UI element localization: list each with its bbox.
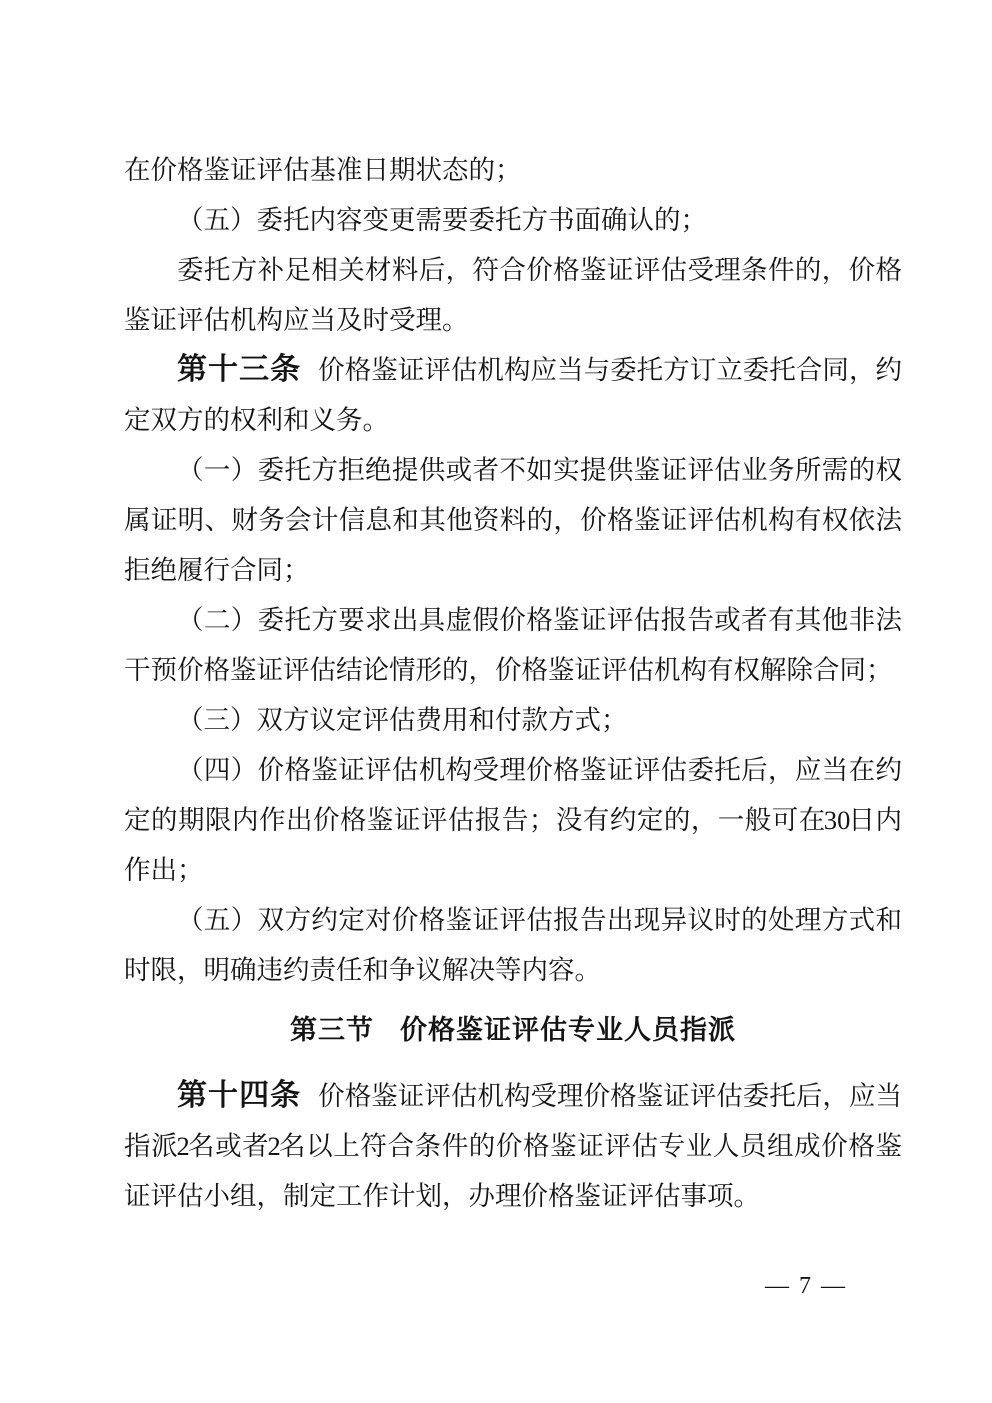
paragraph: （一）委托方拒绝提供或者不如实提供鉴证评估业务所需的权属证明、财务会计信息和其他资料的，价格鉴证评估机构有权依法拒绝履行合同； [124, 455, 902, 585]
paragraph: （五）委托内容变更需要委托方书面确认的； [177, 205, 707, 235]
paragraph-article-14 [124, 1071, 902, 1221]
paragraph: 在价格鉴证评估基准日期状态的； [124, 155, 522, 185]
paragraph: （二）委托方要求出具虚假价格鉴证评估报告或者有其他非法干预价格鉴证评估结论情形的，价格鉴证评估机构有权解除合同； [124, 605, 902, 685]
paragraph: （五）双方约定对价格鉴证评估报告出现异议时的处理方式和时限，明确违约责任和争议解决等内容。 [124, 905, 902, 985]
section-title: 价格鉴证评估专业人员指派 [400, 1015, 736, 1045]
page-number: — 7 — [765, 1273, 845, 1299]
paragraph: 委托方补足相关材料后，符合价格鉴证评估受理条件的，价格鉴证评估机构应当及时受理。 [124, 255, 902, 335]
article-number: 第十三条 [177, 353, 302, 386]
article-number: 第十四条 [177, 1079, 302, 1112]
paragraph: （三）双方议定评估费用和付款方式； [177, 705, 628, 735]
section-heading [124, 1005, 902, 1055]
document-body [124, 145, 902, 1221]
paragraph-text: 价格鉴证评估机构受理价格鉴证评估委托后，应当指派 2 名或者 2 名以上符合条件的价格鉴证评估专业人员组成价格鉴证评估小组，制定工作计划，办理价格鉴证评估事项。 [124, 1081, 903, 1211]
section-number: 第三节 [290, 1015, 374, 1045]
paragraph-text: 价格鉴证评估机构应当与委托方订立委托合同，约定双方的权利和义务。 [124, 355, 903, 435]
paragraph: （四）价格鉴证评估机构受理价格鉴证评估委托后，应当在约定的期限内作出价格鉴证评估报告；没有约定的，一般可在 30 日内作出； [124, 755, 902, 885]
paragraph-article-13 [124, 345, 902, 445]
